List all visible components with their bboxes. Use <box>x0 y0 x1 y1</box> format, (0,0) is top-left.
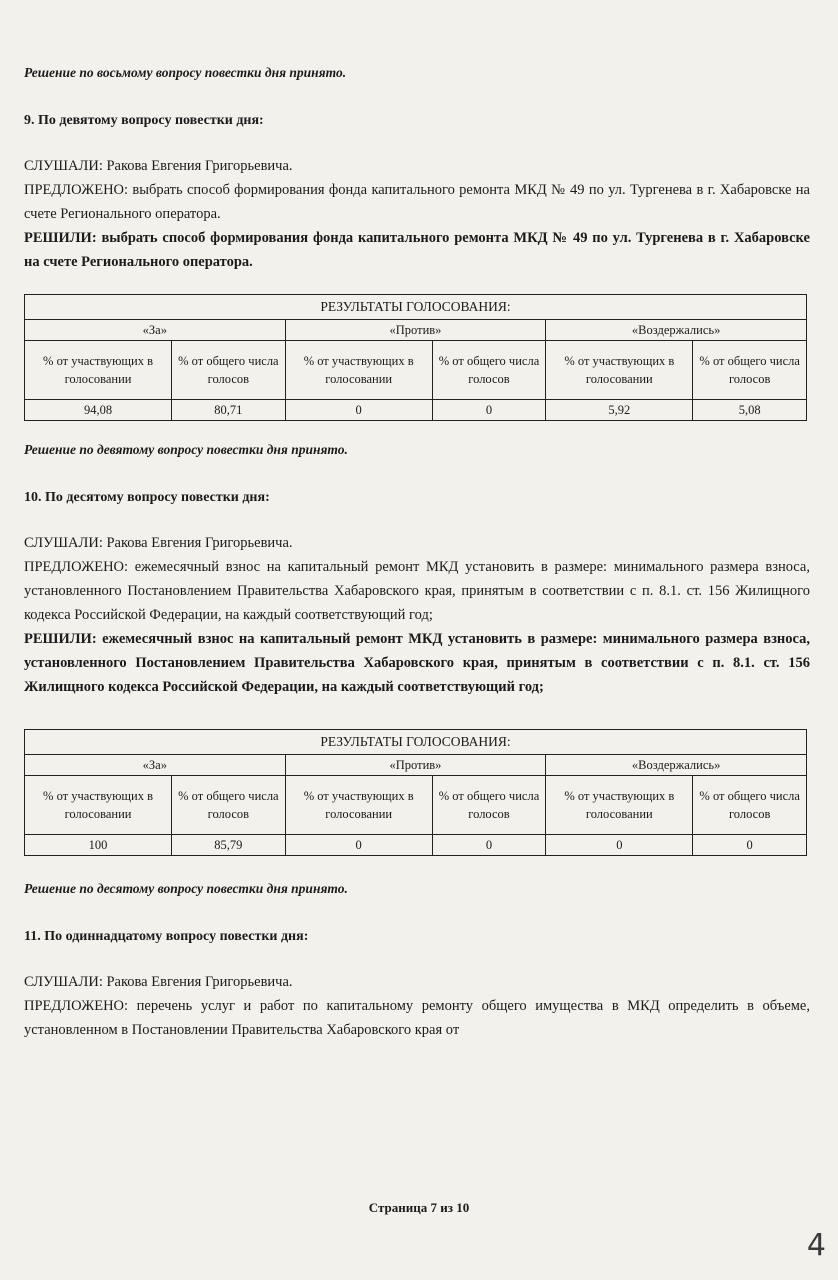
value-cell: 80,71 <box>172 400 286 421</box>
col-pct-total: % от общего числа голосов <box>172 776 286 835</box>
col-pct-participants: % от участвующих в голосовании <box>25 341 172 400</box>
q9-heading: 9. По девятому вопросу повестки дня: <box>24 113 264 128</box>
value-cell: 85,79 <box>172 835 286 856</box>
group-for: «За» <box>25 320 286 341</box>
group-against: «Против» <box>285 755 546 776</box>
group-for: «За» <box>25 755 286 776</box>
value-cell: 0 <box>285 835 432 856</box>
q11-heard: СЛУШАЛИ: Ракова Евгения Григорьевича. <box>24 974 293 990</box>
q10-results-table <box>24 729 807 856</box>
col-pct-participants: % от участвующих в голосовании <box>285 776 432 835</box>
table-title: РЕЗУЛЬТАТЫ ГОЛОСОВАНИЯ: <box>25 295 807 320</box>
col-pct-participants: % от участвующих в голосовании <box>25 776 172 835</box>
value-cell: 94,08 <box>25 400 172 421</box>
table-title: РЕЗУЛЬТАТЫ ГОЛОСОВАНИЯ: <box>25 730 807 755</box>
value-cell: 5,92 <box>546 400 693 421</box>
q10-decision: Решение по десятому вопросу повестки дня принято. <box>24 881 348 896</box>
col-pct-total: % от общего числа голосов <box>693 776 807 835</box>
value-cell: 0 <box>693 835 807 856</box>
table-row <box>25 400 807 421</box>
q10-proposed: ПРЕДЛОЖЕНО: ежемесячный взнос на капитальный ремонт МКД установить в размере: минимального размера взноса, установленного Постановлением Правительства Хабаровского края, принятым в соответствии с п. 8.1. ст. 156 Жилищного кодекса Российской Федерации, на каждый соответствующий год; <box>24 559 810 623</box>
group-abstain: «Воздержались» <box>546 755 807 776</box>
value-cell: 5,08 <box>693 400 807 421</box>
q10-heading: 10. По десятому вопросу повестки дня: <box>24 490 270 505</box>
page-footer: Страница 7 из 10 <box>368 1200 470 1215</box>
q8-decision: Решение по восьмому вопросу повестки дня принято. <box>24 65 347 80</box>
col-pct-total: % от общего числа голосов <box>693 341 807 400</box>
handwritten-page-number: 4 <box>806 1228 826 1263</box>
q9-proposed: ПРЕДЛОЖЕНО: выбрать способ формирования фонда капитального ремонта МКД № 49 по ул. Тургенева в г. Хабаровске на счете Регионального оператора. <box>24 182 810 222</box>
q9-heard: СЛУШАЛИ: Ракова Евгения Григорьевича. <box>24 158 293 174</box>
q9-results-table <box>24 294 807 421</box>
col-pct-participants: % от участвующих в голосовании <box>546 776 693 835</box>
q9-decision: Решение по девятому вопросу повестки дня принято. <box>24 442 348 457</box>
value-cell: 0 <box>285 400 432 421</box>
group-against: «Против» <box>285 320 546 341</box>
col-pct-total: % от общего числа голосов <box>432 341 546 400</box>
table-row <box>25 835 807 856</box>
value-cell: 0 <box>432 835 546 856</box>
q11-heading: 11. По одиннадцатому вопросу повестки дня: <box>24 929 309 944</box>
col-pct-total: % от общего числа голосов <box>172 341 286 400</box>
q11-proposed: ПРЕДЛОЖЕНО: перечень услуг и работ по капитальному ремонту общего имущества в МКД определить в объеме, установленном в Постановлении Правительства Хабаровского края от <box>24 998 810 1038</box>
q10-decided: РЕШИЛИ: ежемесячный взнос на капитальный ремонт МКД установить в размере: минимального размера взноса, установленного Постановлением Правительства Хабаровского края, принятым в соответствии с п. 8.1. ст. 156 Жилищного кодекса Российской Федерации, на каждый соответствующий год; <box>24 631 810 695</box>
q10-heard: СЛУШАЛИ: Ракова Евгения Григорьевича. <box>24 535 293 551</box>
group-abstain: «Воздержались» <box>546 320 807 341</box>
col-pct-participants: % от участвующих в голосовании <box>546 341 693 400</box>
col-pct-participants: % от участвующих в голосовании <box>285 341 432 400</box>
col-pct-total: % от общего числа голосов <box>432 776 546 835</box>
q9-decided: РЕШИЛИ: выбрать способ формирования фонда капитального ремонта МКД № 49 по ул. Тургенева в г. Хабаровске на счете Регионального оператора. <box>24 230 810 270</box>
value-cell: 0 <box>546 835 693 856</box>
value-cell: 100 <box>25 835 172 856</box>
value-cell: 0 <box>432 400 546 421</box>
